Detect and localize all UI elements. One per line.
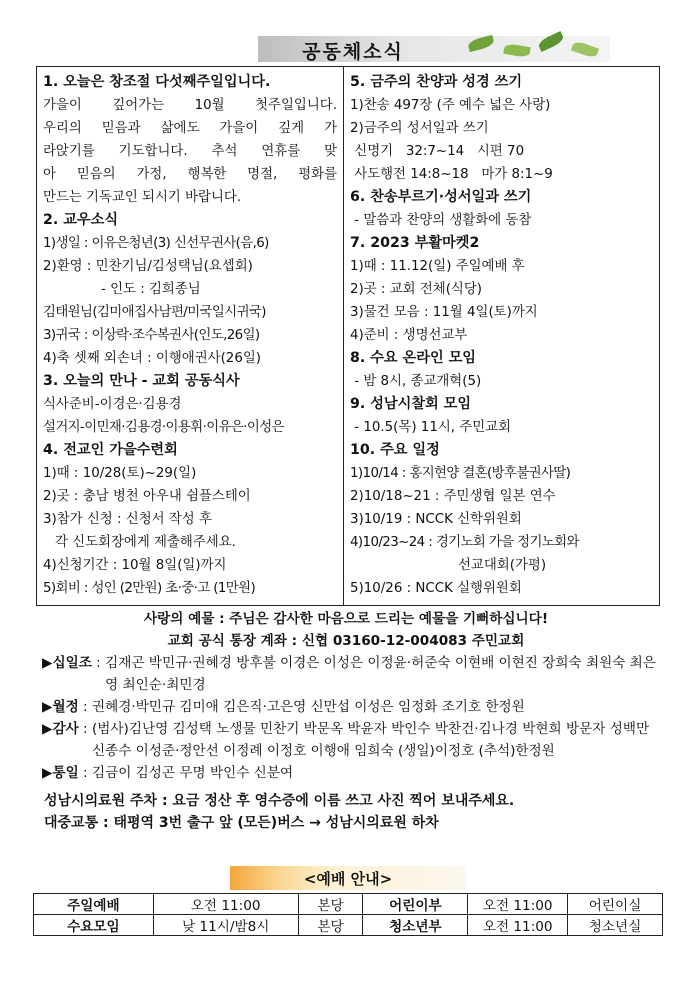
service-cell: 오전 11:00 <box>468 915 568 936</box>
offering-names: 김재곤 박민규·권혜경 방후불 이경은 이성은 이정윤·허준숙 이현배 이현진 장희숙 최원숙 최은영 최인순·최민경 <box>105 655 656 693</box>
service-cell: 어린이실 <box>568 894 663 915</box>
section-heading: 1. 오늘은 창조절 다섯째주일입니다. <box>43 74 271 90</box>
news-line: 5)회비 : 성인 (2만원) 초·중·고 (1만원) <box>43 581 256 596</box>
section-heading: 8. 수요 온라인 모임 <box>350 350 477 366</box>
service-cell: 본당 <box>298 894 363 915</box>
news-box <box>36 66 660 606</box>
news-line: 2)곳 : 교회 전체(식당) <box>350 282 483 297</box>
news-left-column <box>37 67 344 605</box>
offering-separator: : <box>78 721 92 737</box>
offering-category: ▶십일조 <box>42 655 92 671</box>
news-line: 3)참가 신청 : 신청서 작성 후 <box>43 512 212 527</box>
service-row <box>34 894 663 915</box>
section-heading: 2. 교우소식 <box>43 212 119 228</box>
section-heading: 3. 오늘의 만나 - 교회 공동식사 <box>43 373 240 389</box>
news-line: 5)10/26 : NCCK 실행위원회 <box>350 581 522 596</box>
news-line: 2)금주의 성서일과 쓰기 <box>350 121 489 136</box>
news-line: 2)환영 : 민찬기님/김성택님(요셉회) <box>43 259 253 274</box>
service-cell: 청소년실 <box>568 915 663 936</box>
news-right-column <box>344 67 659 605</box>
service-cell: 오전 11:00 <box>153 894 298 915</box>
news-line: 2)곳 : 충남 병천 아우내 쉼플스테이 <box>43 489 251 504</box>
news-line: - 10.5(목) 11시, 주민교회 <box>350 420 512 435</box>
offering-separator: : <box>78 765 92 781</box>
news-line: 만드는 기독교인 되시기 바랍니다. <box>43 190 242 205</box>
service-cell: 청소년부 <box>363 915 468 936</box>
offering-separator: : <box>78 699 92 715</box>
news-line: 1)찬송 497장 (주 예수 넓은 사랑) <box>350 98 551 113</box>
news-line: 1)때 : 10/28(토)~29(일) <box>43 466 197 481</box>
service-table <box>33 893 663 936</box>
service-banner <box>230 866 466 890</box>
service-cell: 본당 <box>298 915 363 936</box>
news-line: 1)10/14 : 홍지현양 결혼(방후불권사딸) <box>350 466 571 481</box>
service-cell: 오전 11:00 <box>468 894 568 915</box>
news-line: 4)신청기간 : 10월 8일(일)까지 <box>43 558 227 573</box>
news-line: 가을이 깊어가는 10월 첫주일입니다. <box>43 98 337 113</box>
offering-names: 권혜경·박민규 김미애 김은직·고은영 신만섭 이성은 임정화 조기호 한정원 <box>91 699 525 715</box>
news-line: 아 믿음의 가정, 행복한 명절, 평화를 <box>43 167 337 182</box>
service-cell: 수요모임 <box>34 915 154 936</box>
offering-separator: : <box>91 655 106 671</box>
news-line: 1)때 : 11.12(일) 주일예배 후 <box>350 259 525 274</box>
service-row <box>34 915 663 936</box>
offering-account: 교회 공식 통장 계좌 : 신협 03160-12-004083 주민교회 <box>167 633 525 649</box>
header-banner <box>258 36 610 62</box>
section-heading: 9. 성남시찰회 모임 <box>350 396 472 412</box>
offering-item <box>42 762 660 784</box>
news-line: - 말씀과 찬양의 생활화에 동참 <box>350 213 532 228</box>
news-line: 우리의 믿음과 삶에도 가을이 깊게 가 <box>43 121 337 136</box>
section-heading: 4. 전교인 가을수련회 <box>43 442 178 458</box>
section-heading: 6. 찬송부르기·성서일과 쓰기 <box>350 189 532 205</box>
offering-list <box>42 652 660 784</box>
service-title: <예배 안내> <box>303 870 393 888</box>
offering-section <box>36 606 660 834</box>
section-heading: 10. 주요 일정 <box>350 442 440 458</box>
news-line: - 인도 : 김희종님 <box>101 282 201 297</box>
offering-item <box>42 696 660 718</box>
news-line: 3)물건 모음 : 11월 4일(토)까지 <box>350 305 538 320</box>
service-cell: 어린이부 <box>363 894 468 915</box>
offering-category: ▶월정 <box>42 699 79 715</box>
offering-category: ▶감사 <box>42 721 79 737</box>
news-line: 3)귀국 : 이상락·조수복권사(인도,26일) <box>43 328 260 343</box>
news-line: 식사준비-이경은·김용경 <box>43 397 182 412</box>
offering-intro: 사랑의 예물 : 주님은 감사한 마음으로 드리는 예물을 기뻐하십니다! <box>143 611 549 627</box>
page-title: 공동체소식 <box>302 41 404 63</box>
news-line: 선교대회(가평) <box>458 558 547 573</box>
offering-category: ▶통일 <box>42 765 79 781</box>
news-line: 4)준비 : 생명선교부 <box>350 328 468 343</box>
section-heading: 7. 2023 부활마켓2 <box>350 235 480 251</box>
service-cell: 낮 11시/밤8시 <box>153 915 298 936</box>
parking-notice: 성남시의료원 주차 : 요금 정산 후 영수증에 이름 쓰고 사진 찍어 보내주세요. <box>44 793 515 809</box>
news-line: 신명기 32:7~14 시편 70 <box>350 144 525 159</box>
news-line: 4)10/23~24 : 경기노회 가을 정기노회와 <box>350 535 579 550</box>
news-line: 각 신도회장에게 제출해주세요. <box>55 535 236 550</box>
offering-item <box>42 718 660 762</box>
news-line: 4)축 셋째 외손녀 : 이행애권사(26일) <box>43 351 261 366</box>
offering-names: 김금이 김성곤 무명 박인수 신분여 <box>91 765 294 781</box>
offering-names: (범사)김난영 김성택 노생물 민찬기 박문옥 박윤자 박인수 박찬건·김나경 박현희 방문자 성백만 신종수 이성준·정안선 이정례 이정호 이행애 임희숙 (생일)이정호 (추석)한정원 <box>91 721 650 759</box>
transit-notice: 대중교통 : 태평역 3번 출구 앞 (모든)버스 → 성남시의료원 하차 <box>44 815 439 831</box>
news-line: 1)생일 : 이유은청년(3) 신선무권사(음,6) <box>43 236 269 251</box>
news-line: 3)10/19 : NCCK 신학위원회 <box>350 512 522 527</box>
news-line: 라앉기를 기도합니다. 추석 연휴를 맞 <box>43 144 337 159</box>
service-cell: 주일예배 <box>34 894 154 915</box>
news-line: 설거지-이민재·김용경·이용휘·이유은·이성은 <box>43 420 284 435</box>
news-line: 김태원님(김미애집사남편/미국일시귀국) <box>43 305 266 320</box>
news-line: 2)10/18~21 : 주민생협 일본 연수 <box>350 489 556 504</box>
section-heading: 5. 금주의 찬양과 성경 쓰기 <box>350 74 523 90</box>
news-line: 사도행전 14:8~18 마가 8:1~9 <box>350 167 553 182</box>
news-line: - 밤 8시, 종교개혁(5) <box>350 374 482 389</box>
offering-item <box>42 652 660 696</box>
